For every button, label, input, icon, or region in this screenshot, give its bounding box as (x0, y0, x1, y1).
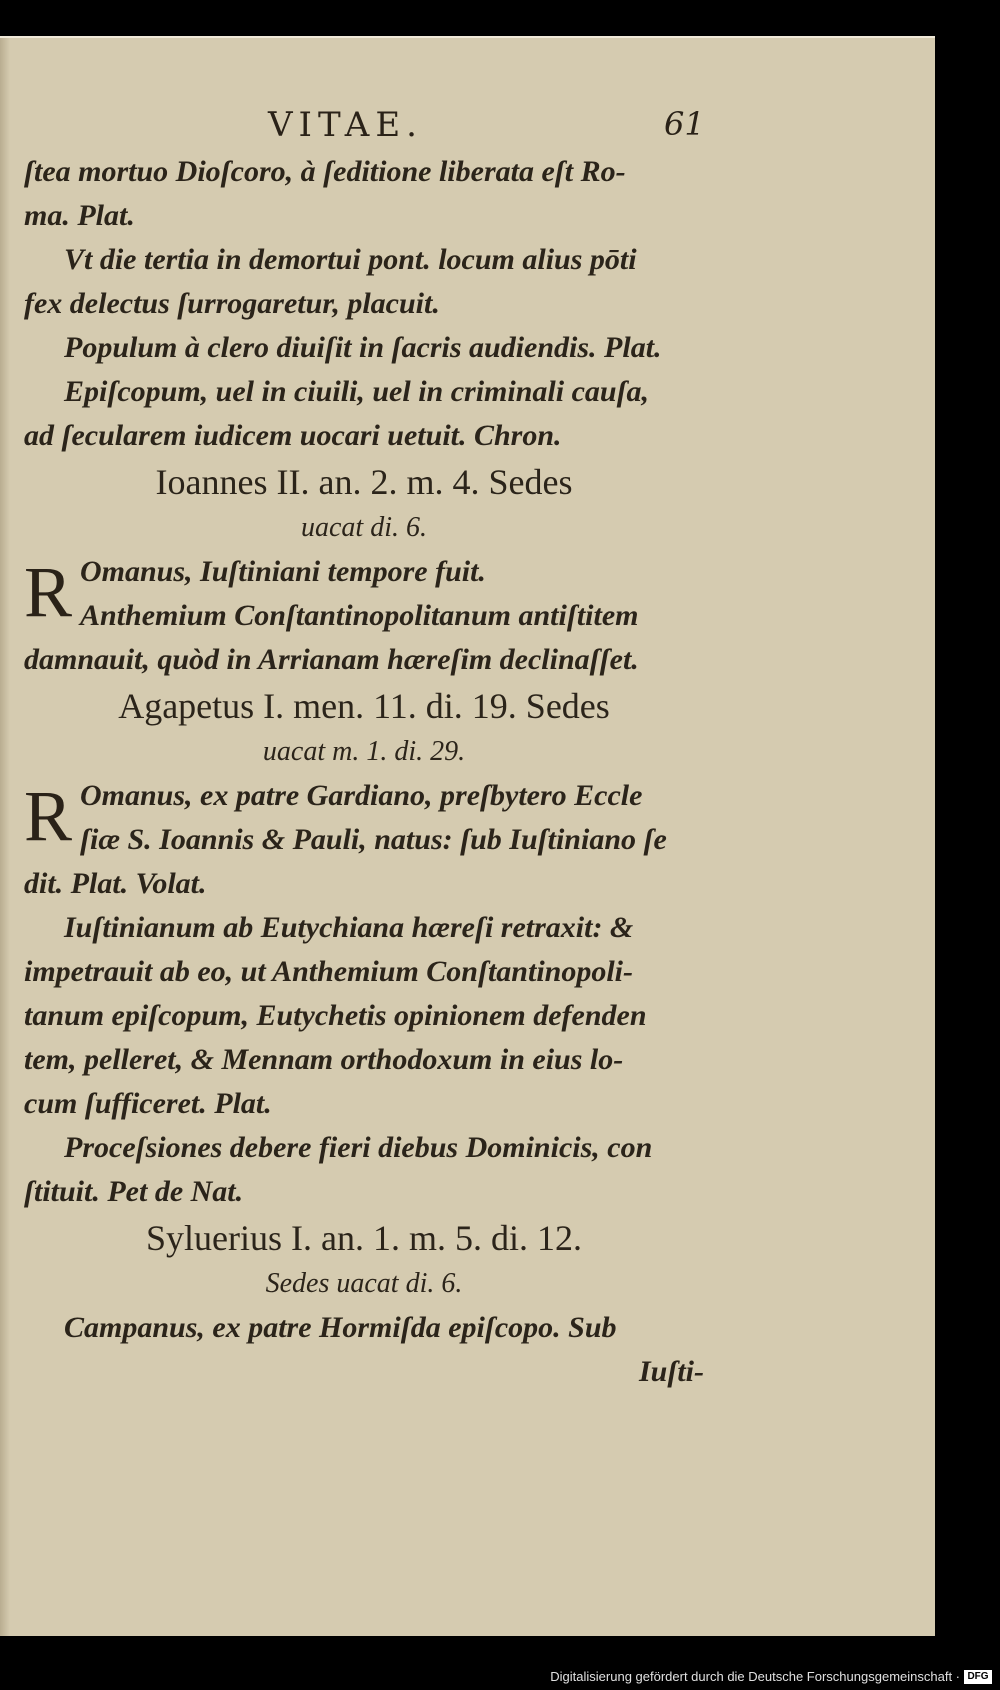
catchword: Iuſti- (638, 1355, 704, 1388)
text-line: Campanus, ex patre Hormiſda epiſcopo. Sub (64, 1311, 617, 1344)
section-subheading: Sedes uacat di. 6. (265, 1268, 463, 1299)
book-page (0, 36, 935, 1636)
drop-cap: R (24, 552, 73, 632)
dfg-logo-icon: DFG (964, 1670, 992, 1684)
text-line: ſtituit. Pet de Nat. (24, 1175, 244, 1208)
section-heading: Syluerius I. an. 1. m. 5. di. 12. (146, 1218, 582, 1258)
text-line: ma. Plat. (24, 199, 135, 232)
text-line: fex delectus ſurrogaretur, placuit. (24, 287, 440, 320)
page-gutter-shadow (0, 38, 10, 1636)
text-line: Iuſtinianum ab Eutychiana hæreſi retraxit: & (64, 911, 634, 944)
page-number: 61 (664, 105, 705, 143)
text-line: cum ſufficeret. Plat. (24, 1087, 272, 1120)
section-heading: Agapetus I. men. 11. di. 19. Sedes (118, 686, 610, 726)
section-heading: Ioannes II. an. 2. m. 4. Sedes (155, 462, 573, 502)
text-line: Vt die tertia in demortui pont. locum alius pōti (64, 243, 637, 276)
running-head: VITAE. (268, 105, 423, 145)
drop-cap: R (24, 776, 73, 856)
text-line: Populum à clero diuiſit in ſacris audiendis. Plat. (64, 331, 662, 364)
text-line: tem, pelleret, & Mennam orthodoxum in eius lo- (24, 1043, 624, 1076)
text-line-content: Omanus, Iuſtiniani tempore fuit. (80, 555, 486, 588)
text-line: damnauit, quòd in Arrianam hæreſim declinaſſet. (24, 643, 639, 676)
footer-credit: Digitalisierung gefördert durch die Deutsche Forschungsgemeinschaft · (550, 1669, 960, 1684)
text-line: Proceſsiones debere fieri diebus Dominicis, con (64, 1131, 653, 1164)
section-subheading: uacat di. 6. (301, 512, 427, 543)
text-line: ſiæ S. Ioannis & Pauli, natus: ſub Iuſtiniano ſe (80, 823, 667, 856)
text-line: ſtea mortuo Dioſcoro, à ſeditione liberata eſt Ro- (24, 155, 626, 188)
text-block (24, 150, 704, 1394)
text-line: ad ſecularem iudicem uocari uetuit. Chron. (24, 419, 562, 452)
text-line: Anthemium Conſtantinopolitanum antiſtitem (80, 599, 639, 632)
text-line: dit. Plat. Volat. (24, 867, 207, 900)
digitization-footer (0, 1660, 1000, 1690)
page-header (0, 105, 935, 149)
text-line: tanum epiſcopum, Eutychetis opinionem defenden (24, 999, 647, 1032)
section-subheading: uacat m. 1. di. 29. (262, 736, 466, 767)
text-line-content: Omanus, ex patre Gardiano, preſbytero Eccle (80, 779, 643, 812)
text-line: Epiſcopum, uel in ciuili, uel in criminali cauſa, (64, 375, 650, 408)
text-line: impetrauit ab eo, ut Anthemium Conſtantinopoli- (24, 955, 634, 988)
